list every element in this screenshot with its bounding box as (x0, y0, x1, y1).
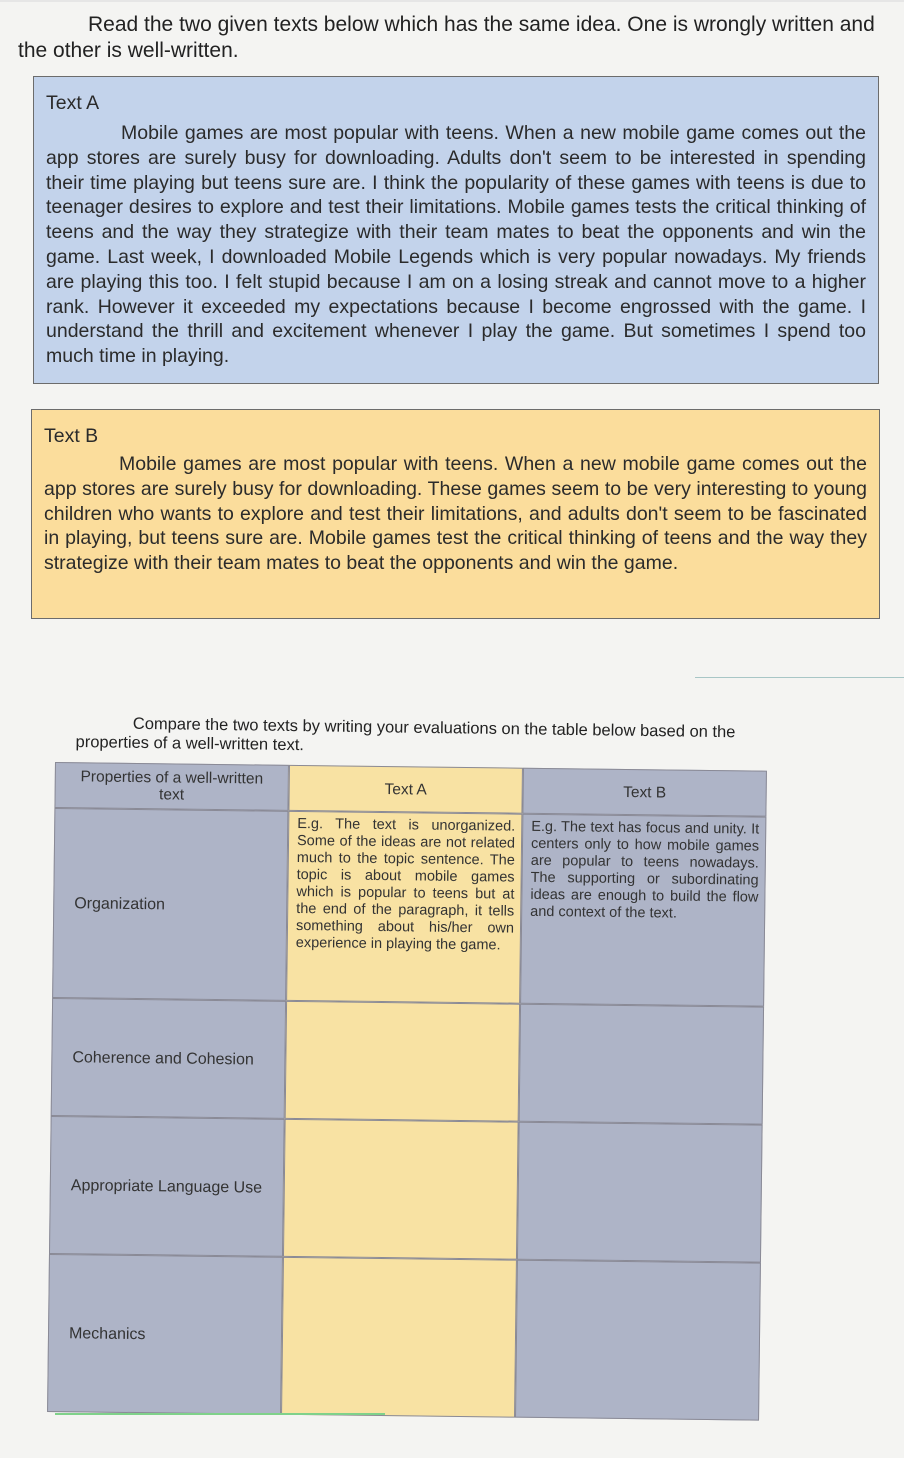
header-text-b: Text B (522, 768, 767, 817)
row-label-language-use: Appropriate Language Use (49, 1116, 285, 1257)
header-text-a: Text A (288, 765, 523, 814)
text-a-box (33, 76, 879, 384)
compare-instruction: Compare the two texts by writing your evaluations on the table below based on the properties of a well-written text. (75, 714, 736, 755)
row-label-organization: Organization (52, 808, 288, 1001)
instruction-text: Read the two given texts below which has the same idea. One is wrongly written and the other is well-written. (18, 13, 875, 62)
coherence-text-a[interactable] (285, 1001, 520, 1122)
text-b-title: Text B (44, 425, 99, 447)
decorative-underline (55, 1413, 385, 1415)
language-use-text-b[interactable] (517, 1122, 763, 1263)
organization-text-a[interactable]: E.g. The text is unorganized. Some of the ideas are not related much to the topic sentence. The topic is about mobile games which is popular to teens but at the end of the paragraph, it tells something about his/her own experience in playing the game. (286, 811, 522, 1004)
mechanics-text-b[interactable] (515, 1260, 761, 1421)
organization-text-b[interactable]: E.g. The text has focus and unity. It centers only to how mobile games are popular to teens nowadays. The supporting or subordinating ideas are enough to build the flow and context of the text. (520, 814, 766, 1007)
decorative-rule (695, 677, 904, 678)
evaluation-table (47, 762, 767, 1421)
row-label-coherence: Coherence and Cohesion (51, 998, 286, 1119)
mechanics-text-a[interactable] (281, 1257, 517, 1418)
language-use-text-a[interactable] (283, 1119, 519, 1260)
top-divider (0, 0, 904, 2)
text-b-box (31, 409, 880, 619)
text-a-title: Text A (46, 92, 100, 114)
text-a-body: Mobile games are most popular with teens. When a new mobile game comes out the app stores are surely busy for downloading. Adults don't seem to be interested in spending their time playing but teens sure are. I think the popularity of these games with teens is due to teenager desires to explore and test their limitations. Mobile games tests the critical thinking of teens and the way they strategize with their team mates to beat the opponents and win the game. Last week, I downloaded Mobile Legends which is very popular nowadays. My friends are playing this too. I felt stupid because I am on a losing streak and cannot move to a higher rank. However it exceeded my expectations because I become engrossed with the game. I understand the thrill and excitement whenever I play the game. But sometimes I spend too much time in playing. (46, 122, 866, 368)
coherence-text-b[interactable] (519, 1004, 764, 1125)
header-properties: Properties of a well-written text (54, 762, 289, 811)
text-b-body: Mobile games are most popular with teens. When a new mobile game comes out the app stores are surely busy for downloading. These games seem to be very interesting to young children who wants to explore and test their limitations, and adults don't seem to be fascinated in playing, but teens sure are. Mobile games test the critical thinking of teens and the way they strategize with their team mates to beat the opponents and win the game. (44, 453, 867, 575)
row-label-mechanics: Mechanics (47, 1254, 283, 1415)
